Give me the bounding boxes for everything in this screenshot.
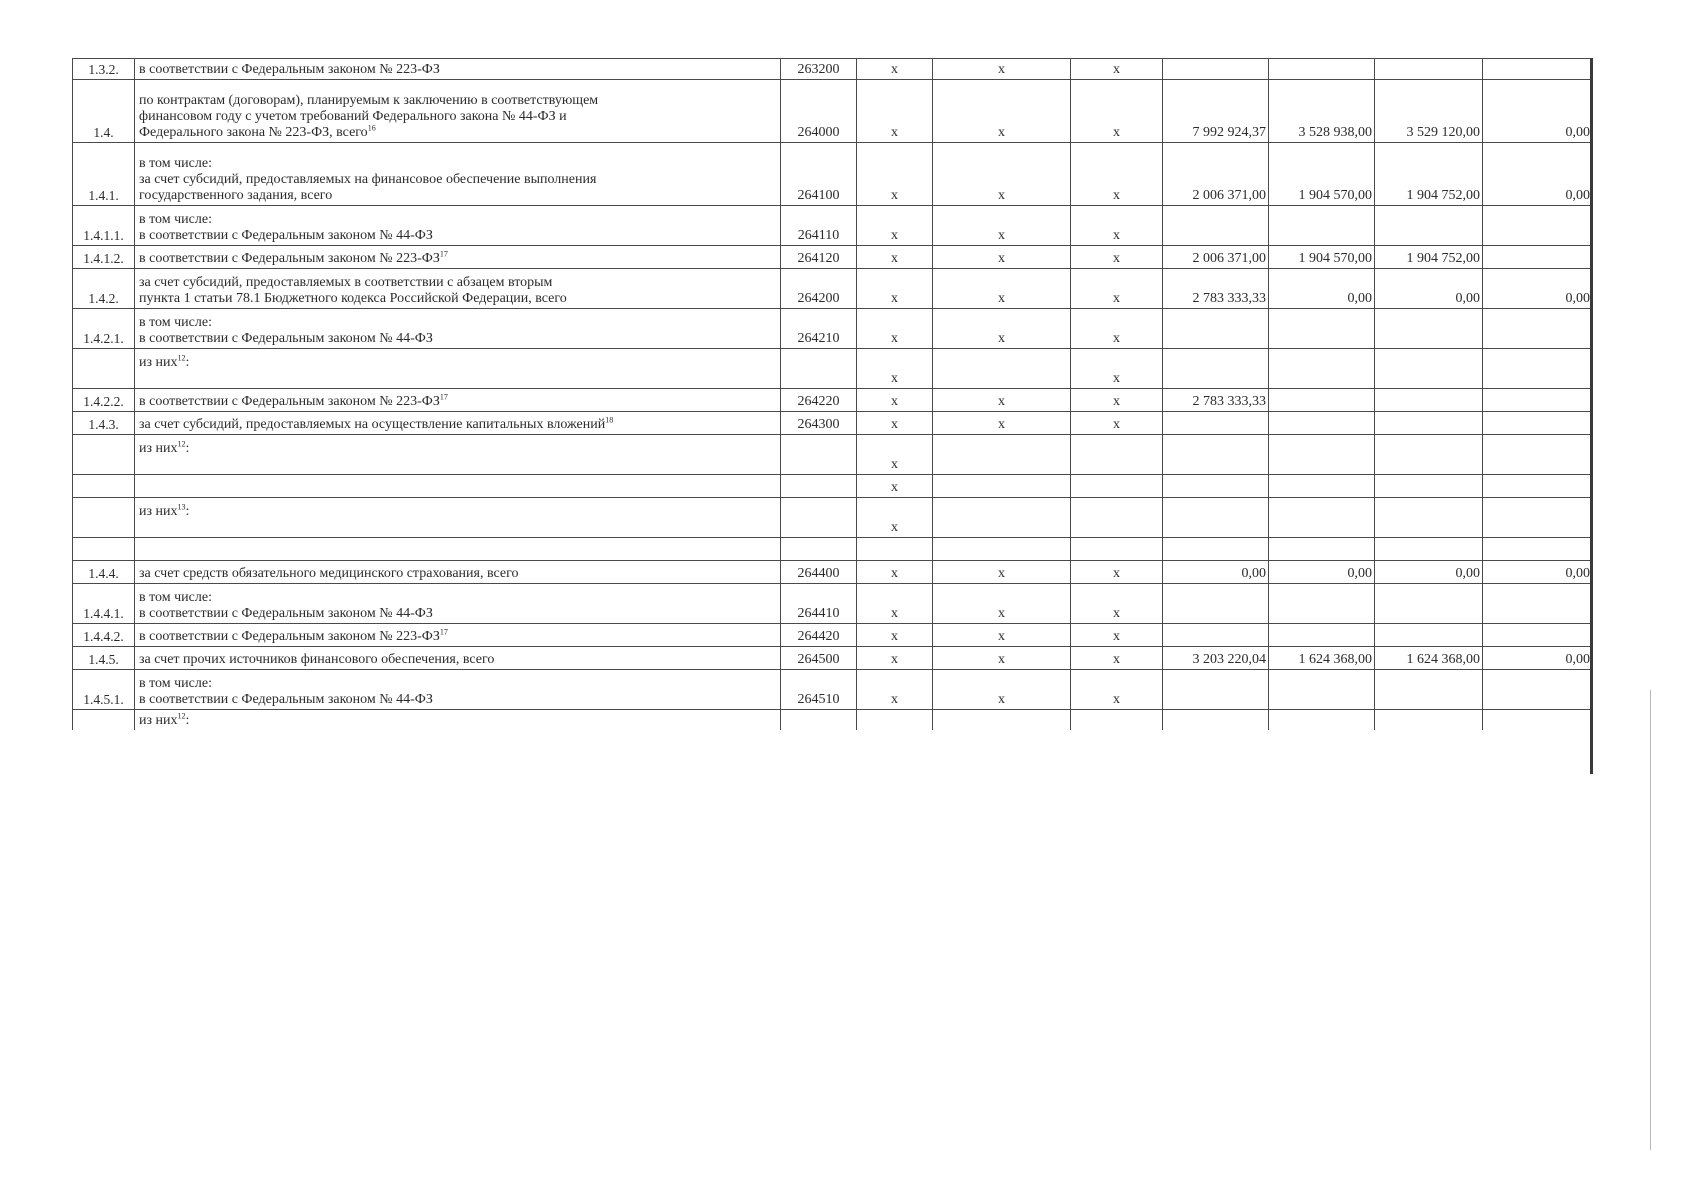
value-3: 1 624 368,00 <box>1375 647 1483 670</box>
row-description <box>135 143 781 206</box>
value-2: 0,00 <box>1269 561 1375 584</box>
description-line: из них$^{13}$: <box>139 502 190 519</box>
table-row <box>73 59 1593 80</box>
table-row <box>73 475 1593 498</box>
x-mark-3: х <box>1071 269 1163 309</box>
x-mark-2: х <box>933 269 1071 309</box>
row-description <box>135 59 781 80</box>
row-description <box>135 435 781 475</box>
table-row <box>73 309 1593 349</box>
table-row <box>73 389 1593 412</box>
value-4 <box>1483 59 1593 80</box>
footnote-ref: 12 <box>177 710 186 720</box>
description-line: государственного задания, всего <box>139 188 333 203</box>
value-4 <box>1483 435 1593 475</box>
value-3: 1 904 752,00 <box>1375 143 1483 206</box>
value-2: 1 624 368,00 <box>1269 647 1375 670</box>
table-row <box>73 80 1593 143</box>
row-code: 264510 <box>781 670 857 710</box>
footnote-ref: 16 <box>367 123 376 133</box>
description-line: Федерального закона № 223-ФЗ, всего$^{16}$ <box>139 123 376 140</box>
x-mark-2 <box>933 538 1071 561</box>
description-line: пункта 1 статьи 78.1 Бюджетного кодекса Российской Федерации, всего <box>139 291 567 306</box>
value-4: 0,00 <box>1483 269 1593 309</box>
description-line <box>139 480 776 496</box>
value-4: 0,00 <box>1483 143 1593 206</box>
row-code <box>781 710 857 730</box>
row-number <box>73 710 135 730</box>
description-line: за счет средств обязательного медицинского страхования, всего <box>139 566 519 581</box>
value-3 <box>1375 389 1483 412</box>
table-body <box>73 59 1593 730</box>
table-row <box>73 435 1593 475</box>
row-description <box>135 538 781 561</box>
description-line: из них$^{12}$: <box>139 353 190 370</box>
x-mark-2: х <box>933 206 1071 246</box>
value-4 <box>1483 538 1593 561</box>
value-4 <box>1483 710 1593 730</box>
value-1 <box>1163 624 1269 647</box>
row-code <box>781 538 857 561</box>
row-code: 264220 <box>781 389 857 412</box>
x-mark-3 <box>1071 475 1163 498</box>
footnote-ref: 17 <box>439 392 448 402</box>
row-code: 264420 <box>781 624 857 647</box>
colon: : <box>185 355 190 370</box>
x-mark-2: х <box>933 561 1071 584</box>
value-2 <box>1269 670 1375 710</box>
x-mark-2: х <box>933 59 1071 80</box>
row-code: 264110 <box>781 206 857 246</box>
value-2 <box>1269 309 1375 349</box>
value-2 <box>1269 389 1375 412</box>
description-line: в соответствии с Федеральным законом № 223-ФЗ$^{17}$ <box>139 392 448 409</box>
row-number: 1.4.1.1. <box>73 206 135 246</box>
row-description <box>135 412 781 435</box>
value-1: 7 992 924,37 <box>1163 80 1269 143</box>
value-1 <box>1163 206 1269 246</box>
value-1 <box>1163 349 1269 389</box>
footnote-ref: 18 <box>605 415 614 425</box>
x-mark-2 <box>933 710 1071 730</box>
x-mark-2: х <box>933 80 1071 143</box>
description-line: за счет субсидий, предоставляемых на финансовое обеспечение выполнения <box>139 172 597 187</box>
description-line <box>139 371 776 387</box>
value-3: 3 529 120,00 <box>1375 80 1483 143</box>
x-mark-1: х <box>857 561 933 584</box>
value-1: 0,00 <box>1163 561 1269 584</box>
row-description <box>135 624 781 647</box>
x-mark-1: х <box>857 624 933 647</box>
table-row <box>73 647 1593 670</box>
value-2 <box>1269 475 1375 498</box>
value-1 <box>1163 475 1269 498</box>
x-mark-3 <box>1071 538 1163 561</box>
value-4 <box>1483 246 1593 269</box>
description-line: по контрактам (договорам), планируемым к заключению в соответствующем <box>139 93 599 108</box>
x-mark-3: х <box>1071 143 1163 206</box>
x-mark-3: х <box>1071 670 1163 710</box>
row-number <box>73 349 135 389</box>
x-mark-3 <box>1071 498 1163 538</box>
scan-edge-line <box>1650 690 1651 1150</box>
row-number: 1.4.1.2. <box>73 246 135 269</box>
description-line: из них$^{12}$: <box>139 439 190 456</box>
table-row <box>73 624 1593 647</box>
value-3 <box>1375 670 1483 710</box>
description-line <box>139 520 776 536</box>
row-number: 1.4.2.2. <box>73 389 135 412</box>
description-line: в том числе: <box>139 212 212 227</box>
value-1 <box>1163 710 1269 730</box>
colon: : <box>185 504 190 519</box>
row-description <box>135 349 781 389</box>
value-4 <box>1483 309 1593 349</box>
x-mark-3: х <box>1071 246 1163 269</box>
x-mark-3: х <box>1071 624 1163 647</box>
description-line: в соответствии с Федеральным законом № 44-ФЗ <box>139 331 433 346</box>
row-number: 1.4.5. <box>73 647 135 670</box>
footnote-ref: 17 <box>439 627 448 637</box>
row-description <box>135 498 781 538</box>
value-1: 2 783 333,33 <box>1163 269 1269 309</box>
value-3: 1 904 752,00 <box>1375 246 1483 269</box>
row-code: 264100 <box>781 143 857 206</box>
row-number: 1.4.2. <box>73 269 135 309</box>
x-mark-1: х <box>857 647 933 670</box>
row-number <box>73 435 135 475</box>
row-description <box>135 246 781 269</box>
value-4 <box>1483 389 1593 412</box>
value-3 <box>1375 349 1483 389</box>
table-row <box>73 349 1593 389</box>
description-line: в том числе: <box>139 590 212 605</box>
x-mark-2: х <box>933 389 1071 412</box>
value-4 <box>1483 349 1593 389</box>
footnote-ref: 17 <box>439 249 448 259</box>
row-number <box>73 475 135 498</box>
x-mark-2 <box>933 475 1071 498</box>
x-mark-3: х <box>1071 349 1163 389</box>
x-mark-2: х <box>933 246 1071 269</box>
description-line <box>139 457 776 473</box>
description-line: в том числе: <box>139 315 212 330</box>
value-1: 2 006 371,00 <box>1163 246 1269 269</box>
value-2: 0,00 <box>1269 269 1375 309</box>
description-line: за счет субсидий, предоставляемых на осуществление капитальных вложений$^{18}$ <box>139 415 614 432</box>
x-mark-3: х <box>1071 389 1163 412</box>
row-code: 263200 <box>781 59 857 80</box>
x-mark-3: х <box>1071 206 1163 246</box>
row-description <box>135 389 781 412</box>
row-number: 1.4.1. <box>73 143 135 206</box>
value-3 <box>1375 624 1483 647</box>
x-mark-2: х <box>933 584 1071 624</box>
x-mark-1: х <box>857 475 933 498</box>
table-row <box>73 498 1593 538</box>
table-row <box>73 538 1593 561</box>
description-line: в соответствии с Федеральным законом № 223-ФЗ <box>139 62 440 77</box>
value-4: 0,00 <box>1483 647 1593 670</box>
x-mark-1: х <box>857 246 933 269</box>
x-mark-1: х <box>857 584 933 624</box>
value-3 <box>1375 59 1483 80</box>
row-code: 264120 <box>781 246 857 269</box>
value-4 <box>1483 584 1593 624</box>
x-mark-1: х <box>857 269 933 309</box>
description-line: в соответствии с Федеральным законом № 44-ФЗ <box>139 228 433 243</box>
x-mark-2: х <box>933 624 1071 647</box>
value-1 <box>1163 412 1269 435</box>
row-code: 264400 <box>781 561 857 584</box>
x-mark-1: х <box>857 389 933 412</box>
colon: : <box>185 712 190 728</box>
x-mark-1 <box>857 538 933 561</box>
table-row <box>73 246 1593 269</box>
row-code <box>781 435 857 475</box>
value-4 <box>1483 412 1593 435</box>
row-number: 1.4.4.1. <box>73 584 135 624</box>
value-3 <box>1375 498 1483 538</box>
x-mark-3: х <box>1071 647 1163 670</box>
row-code: 264300 <box>781 412 857 435</box>
value-2: 1 904 570,00 <box>1269 143 1375 206</box>
value-4 <box>1483 475 1593 498</box>
x-mark-1: х <box>857 80 933 143</box>
x-mark-3: х <box>1071 584 1163 624</box>
row-number: 1.4.4.2. <box>73 624 135 647</box>
table-row <box>73 584 1593 624</box>
value-2 <box>1269 435 1375 475</box>
value-2 <box>1269 498 1375 538</box>
row-number: 1.3.2. <box>73 59 135 80</box>
row-code: 264500 <box>781 647 857 670</box>
x-mark-1: х <box>857 670 933 710</box>
row-code: 264000 <box>781 80 857 143</box>
value-3 <box>1375 584 1483 624</box>
x-mark-1: х <box>857 435 933 475</box>
row-description <box>135 584 781 624</box>
x-mark-3 <box>1071 435 1163 475</box>
x-mark-1: х <box>857 498 933 538</box>
value-1 <box>1163 498 1269 538</box>
x-mark-2: х <box>933 309 1071 349</box>
colon: : <box>185 441 190 456</box>
budget-procurement-table <box>72 58 1593 730</box>
value-2 <box>1269 584 1375 624</box>
row-description <box>135 670 781 710</box>
table-right-border <box>1590 58 1593 774</box>
x-mark-1: х <box>857 412 933 435</box>
value-3 <box>1375 475 1483 498</box>
row-description <box>135 80 781 143</box>
table-row <box>73 269 1593 309</box>
value-3 <box>1375 538 1483 561</box>
x-mark-3: х <box>1071 80 1163 143</box>
description-line: в соответствии с Федеральным законом № 44-ФЗ <box>139 606 433 621</box>
value-1 <box>1163 538 1269 561</box>
x-mark-1: х <box>857 206 933 246</box>
description-line: из них$^{12}$: <box>139 710 190 728</box>
x-mark-2 <box>933 349 1071 389</box>
value-3 <box>1375 206 1483 246</box>
value-3 <box>1375 412 1483 435</box>
value-2 <box>1269 710 1375 730</box>
row-description <box>135 475 781 498</box>
value-1 <box>1163 584 1269 624</box>
value-2 <box>1269 538 1375 561</box>
row-description <box>135 206 781 246</box>
row-code <box>781 475 857 498</box>
value-3: 0,00 <box>1375 561 1483 584</box>
description-line: финансовом году с учетом требований Федерального закона № 44-ФЗ и <box>139 109 567 124</box>
x-mark-2 <box>933 435 1071 475</box>
x-mark-1: х <box>857 143 933 206</box>
description-line: за счет субсидий, предоставляемых в соответствии с абзацем вторым <box>139 275 553 290</box>
row-code: 264210 <box>781 309 857 349</box>
footnote-ref: 12 <box>177 439 186 449</box>
description-line: в том числе: <box>139 676 212 691</box>
value-4: 0,00 <box>1483 80 1593 143</box>
row-code: 264200 <box>781 269 857 309</box>
value-2 <box>1269 206 1375 246</box>
table-row <box>73 561 1593 584</box>
value-2 <box>1269 59 1375 80</box>
table-row <box>73 206 1593 246</box>
x-mark-2: х <box>933 670 1071 710</box>
row-description <box>135 710 781 730</box>
row-number <box>73 498 135 538</box>
value-1: 3 203 220,04 <box>1163 647 1269 670</box>
row-number: 1.4.4. <box>73 561 135 584</box>
value-1: 2 783 333,33 <box>1163 389 1269 412</box>
table-row <box>73 143 1593 206</box>
row-description <box>135 647 781 670</box>
row-code: 264410 <box>781 584 857 624</box>
value-3 <box>1375 309 1483 349</box>
value-1 <box>1163 670 1269 710</box>
row-number: 1.4.2.1. <box>73 309 135 349</box>
x-mark-3: х <box>1071 309 1163 349</box>
x-mark-1: х <box>857 349 933 389</box>
table-row <box>73 710 1593 730</box>
row-description <box>135 309 781 349</box>
row-number: 1.4. <box>73 80 135 143</box>
value-1 <box>1163 435 1269 475</box>
x-mark-2 <box>933 498 1071 538</box>
table-row <box>73 670 1593 710</box>
value-4 <box>1483 206 1593 246</box>
row-code <box>781 498 857 538</box>
value-2: 1 904 570,00 <box>1269 246 1375 269</box>
description-line: в соответствии с Федеральным законом № 44-ФЗ <box>139 692 433 707</box>
footnote-ref: 13 <box>177 502 186 512</box>
value-3 <box>1375 710 1483 730</box>
row-description <box>135 269 781 309</box>
x-mark-3: х <box>1071 561 1163 584</box>
row-number: 1.4.3. <box>73 412 135 435</box>
value-4 <box>1483 498 1593 538</box>
description-line: в том числе: <box>139 156 212 171</box>
value-4 <box>1483 670 1593 710</box>
row-code <box>781 349 857 389</box>
value-2 <box>1269 349 1375 389</box>
x-mark-2: х <box>933 412 1071 435</box>
x-mark-2: х <box>933 647 1071 670</box>
value-3: 0,00 <box>1375 269 1483 309</box>
description-line: в соответствии с Федеральным законом № 223-ФЗ$^{17}$ <box>139 249 448 266</box>
x-mark-2: х <box>933 143 1071 206</box>
value-4 <box>1483 624 1593 647</box>
value-1 <box>1163 59 1269 80</box>
description-line: в соответствии с Федеральным законом № 223-ФЗ$^{17}$ <box>139 627 448 644</box>
value-2: 3 528 938,00 <box>1269 80 1375 143</box>
value-1 <box>1163 309 1269 349</box>
value-3 <box>1375 435 1483 475</box>
value-4: 0,00 <box>1483 561 1593 584</box>
x-mark-1: х <box>857 59 933 80</box>
row-number <box>73 538 135 561</box>
value-1: 2 006 371,00 <box>1163 143 1269 206</box>
x-mark-1 <box>857 710 933 730</box>
value-2 <box>1269 624 1375 647</box>
x-mark-3: х <box>1071 412 1163 435</box>
footnote-ref: 12 <box>177 353 186 363</box>
table-row <box>73 412 1593 435</box>
x-mark-3 <box>1071 710 1163 730</box>
description-line: за счет прочих источников финансового обеспечения, всего <box>139 652 495 667</box>
row-number: 1.4.5.1. <box>73 670 135 710</box>
x-mark-1: х <box>857 309 933 349</box>
x-mark-3: х <box>1071 59 1163 80</box>
description-line <box>139 543 776 559</box>
value-2 <box>1269 412 1375 435</box>
row-description <box>135 561 781 584</box>
